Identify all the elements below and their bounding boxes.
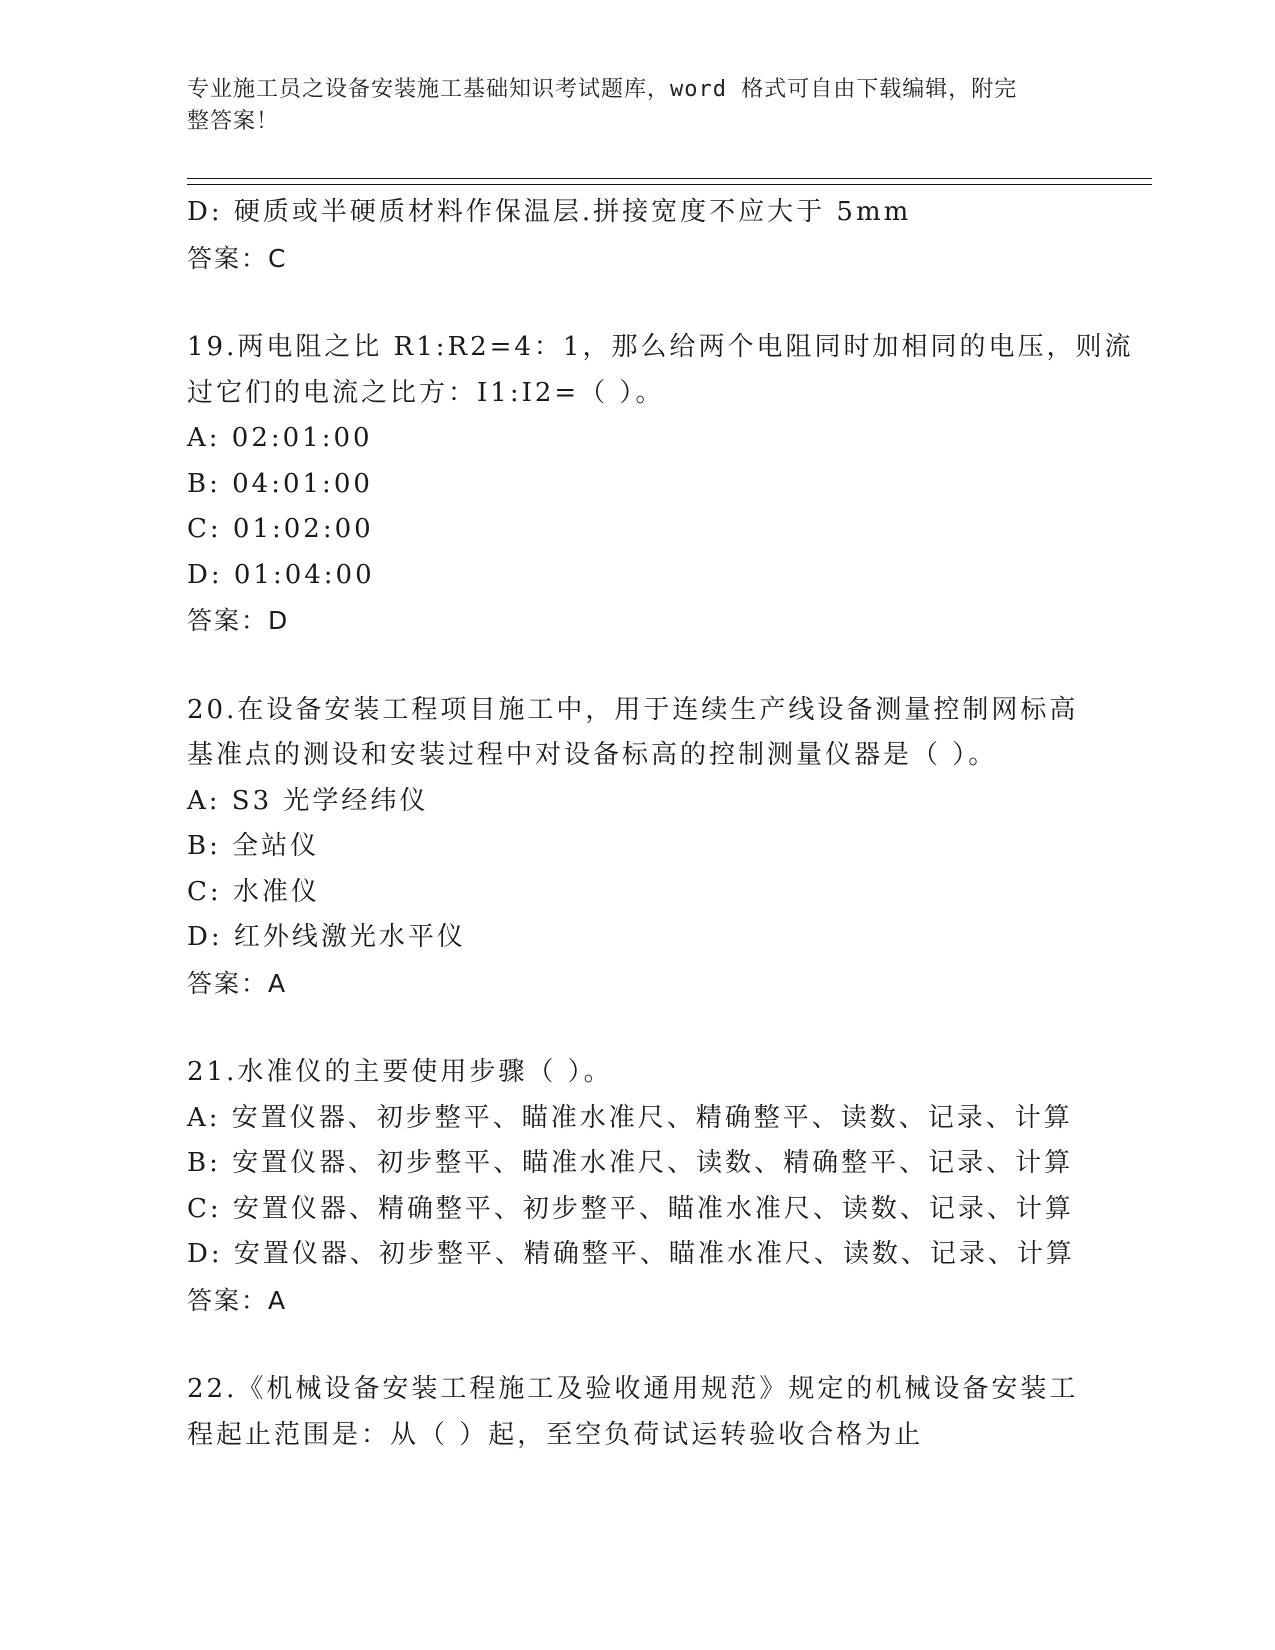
previous-question-tail: [187, 190, 1147, 281]
header-line-1: 专业施工员之设备安装施工基础知识考试题库，word 格式可自由下载编辑，附完: [187, 77, 1018, 102]
question-stem-line: 19.两电阻之比 R1:R2=4：1，那么给两个电阻同时加相同的电压，则流: [187, 332, 1134, 362]
option-d: D: 安置仪器、初步整平、精确整平、瞄准水准尺、读数、记录、计算: [187, 1239, 1075, 1269]
answer-line: 答案：D: [187, 606, 290, 635]
question-stem-line: 21.水准仪的主要使用步骤（ ）。: [187, 1057, 613, 1087]
question-stem-line: 20.在设备安装工程项目施工中，用于连续生产线设备测量控制网标高: [187, 694, 1079, 725]
answer-line: 答案：C: [187, 243, 288, 273]
option-a: A: 安置仪器、初步整平、瞄准水准尺、精确整平、读数、记录、计算: [187, 1102, 1073, 1133]
question-22: [187, 1367, 1147, 1458]
question-19: [187, 325, 1147, 644]
option-d: D: 01:04:00: [187, 559, 375, 590]
option-c: C: 安置仪器、精确整平、初步整平、瞄准水准尺、读数、记录、计算: [187, 1193, 1074, 1224]
question-stem-line: 程起止范围是：从（ ）起，至空负荷试运转验收合格为止: [187, 1419, 924, 1450]
answer-line: 答案：A: [187, 1285, 288, 1315]
option-a: A: S3 光学经纬仪: [187, 785, 429, 816]
document-header: [187, 74, 1067, 138]
question-stem-line: 22.《机械设备安装工程施工及验收通用规范》规定的机械设备安装工: [187, 1374, 1079, 1404]
option-d: D: 硬质或半硬质材料作保温层.拼接宽度不应大于 5mm: [187, 197, 912, 227]
header-line-2: 整答案！: [187, 109, 280, 134]
option-b: B: 安置仪器、初步整平、瞄准水准尺、读数、精确整平、记录、计算: [187, 1148, 1074, 1178]
option-c: C: 01:02:00: [187, 514, 374, 544]
question-stem-line: 基准点的测设和安装过程中对设备标高的控制测量仪器是（ ）。: [187, 740, 998, 770]
question-content: [187, 190, 1147, 1458]
header-rule-bottom: [187, 184, 1152, 185]
option-b: B: 全站仪: [187, 831, 320, 861]
question-20: [187, 688, 1147, 1007]
option-a: A: 02:01:00: [187, 423, 373, 453]
option-b: B: 04:01:00: [187, 468, 373, 499]
header-rule-top: [187, 178, 1152, 179]
option-d: D: 红外线激光水平仪: [187, 922, 466, 952]
answer-line: 答案：A: [187, 968, 288, 998]
question-21: [187, 1050, 1147, 1323]
question-stem-line: 过它们的电流之比方：I1:I2=（ ）。: [187, 377, 665, 408]
option-c: C: 水准仪: [187, 876, 320, 907]
